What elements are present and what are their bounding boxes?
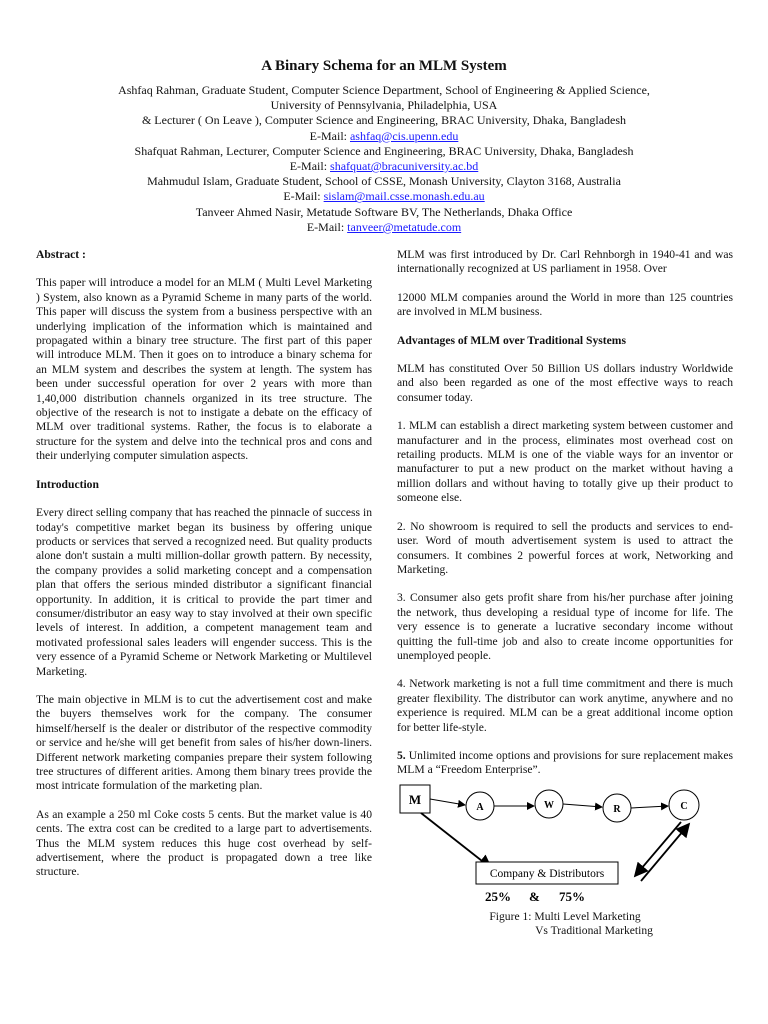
pct-left: 25% [485,888,511,904]
body-paragraph: Every direct selling company that has reached the pinnacle of success in today's competitive market began its business by offering unique products or services that served a recognized need. But quality products alone don't sustain a multi million-dollar growth pattern. By necessity, the company provides a solid marketing concept and a compensation plan that offers the serious minded distributor a significant financial opportunity. In addition, it is critical to provide the part timer and consumer/distributor an easy way to stay involved at their own specific levels of interest. In addition, a competent management team and motivated professional sales leaders will engender success. This is the very essence of a Pyramid Scheme or Network Marketing or Multilevel Marketing. [36,506,372,678]
author-block [0,83,768,235]
company-box-label: Company & Distributors [489,867,605,880]
mlm-diagram [397,782,733,904]
author-line: Tanveer Ahmed Nasir, Metatude Software BV, The Netherlands, Dhaka Office [195,204,573,219]
paper-title: A Binary Schema for an MLM System [261,58,507,74]
introduction-heading: Introduction [36,477,99,491]
arrow-r-c [631,806,668,808]
body-paragraph: 12000 MLM companies around the World in more than 125 countries are involved in MLM business. [397,290,733,319]
caption-line: Vs Traditional Marketing [535,924,653,938]
node-a-label: A [476,801,484,813]
arrow-m-a [430,799,465,805]
email-link[interactable]: sislam@mail.csse.monash.edu.au [323,189,485,204]
arrow-m-company [421,813,491,868]
abstract-paragraph: This paper will introduce a model for an MLM ( Multi Level Marketing ) System, also known as a Pyramid Scheme in many parts of the world. This paper will discuss the system from a business perspective with an underlying implication of the information which is maintained and propagated within a binary tree structure. The first part of this paper will introduce MLM. Then it goes on to introduce a binary schema for an MLM system and describes the system at length. The system has been under successful operation for over 2 years with more than 1,40,000 distribution channels organized in its tree structure. The objective of the research is not to instigate a debate on the efficacy of MLM over traditional systems. Rather, the focus is to elaborate a structure for the system and delve into the technical pros and cons and their underlying computer simulation aspects. [36,276,372,463]
body-paragraph: 2. No showroom is required to sell the products and services to end-user. Word of mouth advertisement system is used to attract the consumers. It combines 2 powerful forces at work, Networking and Marketing. [397,519,733,576]
email-line: E-Mail: ashfaq@cis.upenn.edu [309,128,459,143]
figure-caption [397,910,733,939]
author-line: Shafquat Rahman, Lecturer, Computer Science and Engineering, BRAC University, Dhaka, Bangladesh [134,143,634,158]
body-paragraph: 4. Network marketing is not a full time commitment and there is much greater flexibility. The distributor can work anytime, anywhere and no experience is required. MLM can be a great additional income option for better life-style. [397,677,733,734]
author-line: Mahmudul Islam, Graduate Student, School of CSSE, Monash University, Clayton 3168, Australia [147,174,621,189]
paper-header [0,58,768,235]
arrow-c-company [635,822,681,876]
email-link[interactable]: tanveer@metatude.com [347,219,462,234]
body-paragraph: MLM was first introduced by Dr. Carl Rehnborgh in 1940-41 and was internationally recognized at US parliament in 1958. Over [397,248,733,276]
pct-right: 75% [559,888,585,904]
arrow-w-r [563,804,602,807]
pct-amp: & [529,888,540,904]
caption-line: Figure 1: Multi Level Marketing [489,909,641,923]
node-r-label: R [613,803,621,815]
advantages-heading: Advantages of MLM over Traditional Systems [397,333,626,347]
body-paragraph: 5. Unlimited income options and provisions for sure replacement makes MLM a “Freedom Enterprise”. [397,748,733,777]
node-c-label: C [680,800,688,812]
left-column [36,248,372,894]
abstract-heading: Abstract : [36,248,86,261]
email-line: E-Mail: tanveer@metatude.com [306,219,462,234]
email-link[interactable]: shafquat@bracuniversity.ac.bd [330,159,479,174]
arrow-company-c [641,824,689,881]
right-column [397,248,733,938]
body-paragraph: MLM has constituted Over 50 Billion US dollars industry Worldwide and also been regarded as one of the most effective ways to reach consumer today. [397,362,733,404]
body-paragraph: 1. MLM can establish a direct marketing system between customer and manufacturer and in the process, eliminates most overhead cost on retailing products. MLM is one of the viable ways for an inventor or manufacturer to put a new product on the market without having a million dollars and without having to totally give up their product to someone else. [397,419,733,505]
email-line: E-Mail: sislam@mail.csse.monash.edu.au [283,189,485,204]
body-paragraph: 3. Consumer also gets profit share from his/her purchase after joining the network, thus developing a residual type of income for life. The very essence is to generate a lucrative secondary income without quitting the full-time job and also to create income opportunities for unemployed people. [397,591,733,662]
body-paragraph: As an example a 250 ml Coke costs 5 cents. But the market value is 40 cents. The extra cost can be credited to a large part to advertisements. Thus the MLM system reduces this huge cost overhead by self-advertisement, where the product is propagated down a tree like structure. [36,807,372,879]
body-paragraph: The main objective in MLM is to cut the advertisement cost and make the buyers themselves work for the company. The consumer himself/herself is the dealer or distributor of the respective commodity or service and he/she will get benefit from sales of his/her down-liners. Different network marketing companies prepare their system following tree structures of different arities. Among them binary trees provide the most intricate formulation of the marketing plan. [36,692,372,793]
email-line: E-Mail: shafquat@bracuniversity.ac.bd [289,159,479,174]
author-line: University of Pennsylvania, Philadelphia, USA [270,98,498,113]
email-link[interactable]: ashfaq@cis.upenn.edu [349,128,459,143]
author-line: & Lecturer ( On Leave ), Computer Science and Engineering, BRAC University, Dhaka, Bangladesh [141,113,627,128]
figure-mlm-diagram [397,782,733,938]
node-w-label: W [544,799,554,811]
node-m-label: M [408,791,422,807]
author-line: Ashfaq Rahman, Graduate Student, Computer Science Department, School of Engineering & Applied Science, [118,83,650,97]
